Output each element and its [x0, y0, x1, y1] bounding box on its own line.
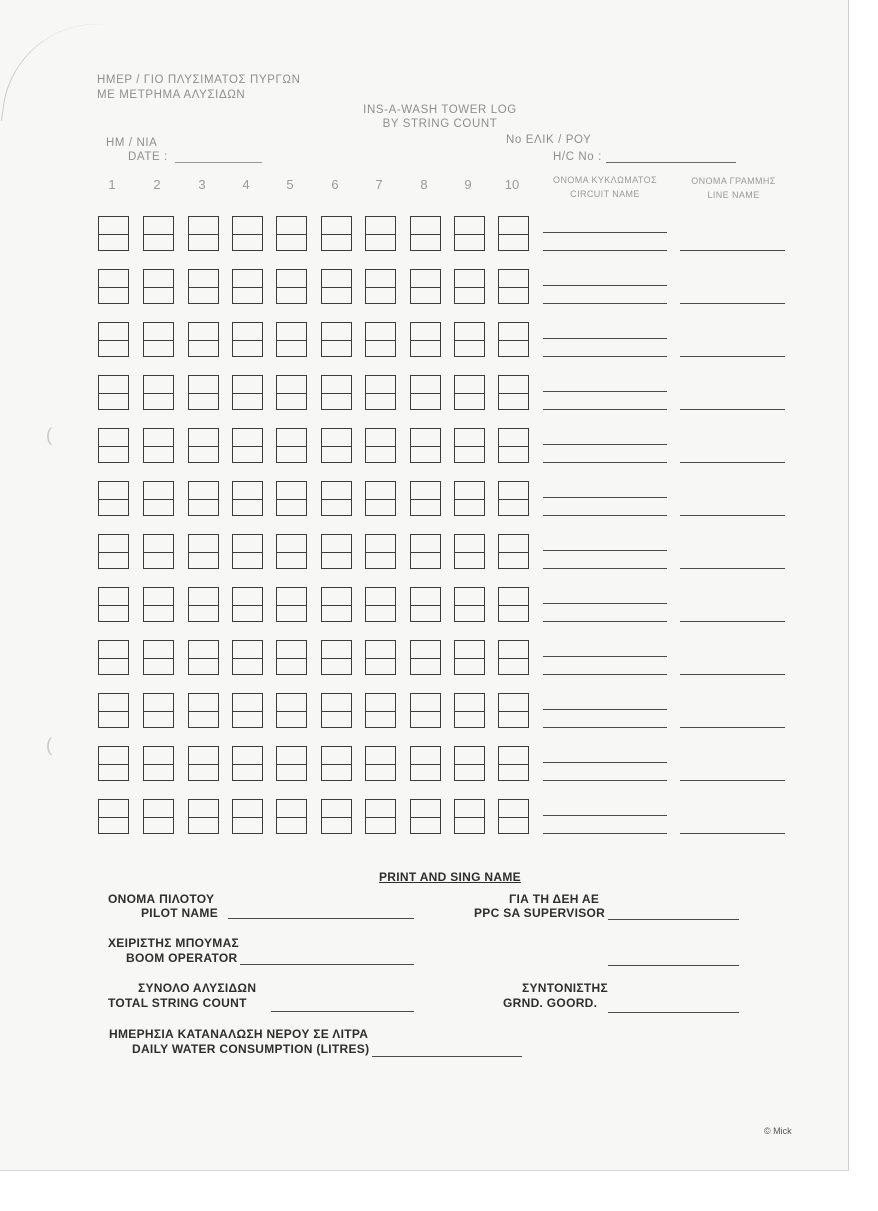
circuit-name-line-bottom[interactable] [543, 780, 667, 781]
count-box[interactable] [321, 481, 352, 516]
count-box[interactable] [188, 799, 219, 834]
line-name-line[interactable] [680, 568, 785, 569]
line-name-line[interactable] [680, 409, 785, 410]
count-box[interactable] [276, 322, 307, 357]
count-box[interactable] [498, 216, 529, 251]
print-sign-heading: PRINT AND SING NAME [379, 870, 521, 884]
count-box[interactable] [188, 746, 219, 781]
count-box[interactable] [321, 216, 352, 251]
line-name-line[interactable] [680, 833, 785, 834]
count-box[interactable] [232, 640, 263, 675]
count-box[interactable] [321, 428, 352, 463]
count-box[interactable] [321, 587, 352, 622]
line-name-line[interactable] [680, 356, 785, 357]
count-box[interactable] [454, 428, 485, 463]
count-box[interactable] [232, 534, 263, 569]
count-box[interactable] [365, 693, 396, 728]
column-number: 1 [108, 177, 116, 192]
line-name-line[interactable] [680, 250, 785, 251]
circuit-name-line-top[interactable] [543, 232, 667, 233]
count-box[interactable] [321, 375, 352, 410]
count-box[interactable] [365, 799, 396, 834]
pilot-label-greek: ΟΝΟΜΑ ΠΙΛΟΤΟΥ [108, 892, 215, 906]
count-box[interactable] [188, 269, 219, 304]
count-box[interactable] [188, 481, 219, 516]
count-box[interactable] [276, 375, 307, 410]
column-number: 10 [504, 177, 520, 192]
count-box[interactable] [410, 428, 441, 463]
circuit-name-line-bottom[interactable] [543, 409, 667, 410]
boom-label-greek: ΧΕΙΡΙΣΤΗΣ ΜΠΟΥΜΑΣ [108, 936, 240, 950]
hc-label-greek: Νο ΕΛΙΚ / ΡΟΥ [506, 134, 592, 146]
line-name-line[interactable] [680, 727, 785, 728]
count-box[interactable] [498, 322, 529, 357]
date-label-greek: ΗΜ / ΝΙΑ [106, 137, 158, 149]
count-box[interactable] [498, 746, 529, 781]
count-box[interactable] [321, 799, 352, 834]
count-box[interactable] [98, 481, 129, 516]
title-line2: BY STRING COUNT [382, 118, 498, 130]
count-box[interactable] [365, 534, 396, 569]
count-box[interactable] [276, 428, 307, 463]
count-box[interactable] [232, 322, 263, 357]
total-count-line[interactable] [271, 1011, 414, 1012]
count-box[interactable] [276, 269, 307, 304]
count-box[interactable] [454, 269, 485, 304]
count-box[interactable] [232, 428, 263, 463]
count-box[interactable] [143, 534, 174, 569]
count-box[interactable] [454, 481, 485, 516]
count-box[interactable] [98, 693, 129, 728]
count-box[interactable] [188, 428, 219, 463]
count-box[interactable] [365, 640, 396, 675]
circuit-name-line-top[interactable] [543, 603, 667, 604]
count-box[interactable] [98, 587, 129, 622]
count-box[interactable] [188, 693, 219, 728]
count-box[interactable] [143, 428, 174, 463]
line-header-greek: ΟΝΟΜΑ ΓΡΑΜΜΗΣ [691, 176, 776, 186]
paper-fold [1, 12, 111, 134]
circuit-name-line-bottom[interactable] [543, 515, 667, 516]
count-box[interactable] [188, 322, 219, 357]
count-box[interactable] [98, 322, 129, 357]
count-box[interactable] [232, 746, 263, 781]
count-box[interactable] [365, 216, 396, 251]
count-box[interactable] [365, 746, 396, 781]
circuit-name-line-top[interactable] [543, 285, 667, 286]
count-box[interactable] [232, 269, 263, 304]
count-box[interactable] [365, 322, 396, 357]
circuit-header-greek: ΟΝΟΜΑ ΚΥΚΛΩΜΑΤΟΣ [553, 175, 657, 185]
count-box[interactable] [410, 216, 441, 251]
supervisor-name-line[interactable] [608, 919, 739, 920]
total-label-greek: ΣΥΝΟΛΟ ΑΛΥΣΙΔΩΝ [138, 981, 257, 995]
count-box[interactable] [454, 587, 485, 622]
column-number: 3 [198, 177, 206, 192]
count-box[interactable] [98, 375, 129, 410]
circuit-name-line-top[interactable] [543, 762, 667, 763]
count-box[interactable] [188, 534, 219, 569]
count-box[interactable] [143, 375, 174, 410]
count-box[interactable] [410, 587, 441, 622]
count-box[interactable] [498, 640, 529, 675]
count-box[interactable] [98, 799, 129, 834]
count-box[interactable] [321, 640, 352, 675]
count-box[interactable] [188, 216, 219, 251]
line-name-line[interactable] [680, 674, 785, 675]
line-name-line[interactable] [680, 780, 785, 781]
count-box[interactable] [143, 640, 174, 675]
count-box[interactable] [276, 693, 307, 728]
count-box[interactable] [454, 216, 485, 251]
count-box[interactable] [410, 746, 441, 781]
count-box[interactable] [143, 322, 174, 357]
count-box[interactable] [98, 534, 129, 569]
line-name-line[interactable] [680, 515, 785, 516]
circuit-name-line-bottom[interactable] [543, 674, 667, 675]
count-box[interactable] [498, 269, 529, 304]
count-box[interactable] [232, 693, 263, 728]
count-box[interactable] [410, 693, 441, 728]
title-line1: INS-A-WASH TOWER LOG [363, 104, 517, 116]
count-box[interactable] [454, 322, 485, 357]
count-box[interactable] [276, 534, 307, 569]
count-box[interactable] [232, 799, 263, 834]
count-box[interactable] [498, 481, 529, 516]
date-label: DATE : [128, 151, 168, 163]
count-box[interactable] [454, 746, 485, 781]
count-box[interactable] [276, 216, 307, 251]
count-box[interactable] [232, 216, 263, 251]
count-box[interactable] [321, 534, 352, 569]
pilot-name-line[interactable] [228, 918, 414, 919]
count-box[interactable] [365, 428, 396, 463]
pilot-label: PILOT NAME [141, 906, 218, 920]
circuit-name-line-top[interactable] [543, 338, 667, 339]
column-number: 7 [375, 177, 383, 192]
count-box[interactable] [188, 587, 219, 622]
count-box[interactable] [454, 799, 485, 834]
count-box[interactable] [98, 640, 129, 675]
count-box[interactable] [98, 746, 129, 781]
count-box[interactable] [410, 481, 441, 516]
circuit-header [540, 174, 670, 200]
count-box[interactable] [498, 587, 529, 622]
column-number: 6 [331, 177, 339, 192]
count-box[interactable] [232, 587, 263, 622]
count-box[interactable] [454, 375, 485, 410]
circuit-name-line-bottom[interactable] [543, 356, 667, 357]
count-box[interactable] [498, 375, 529, 410]
circuit-name-line-bottom[interactable] [543, 462, 667, 463]
count-box[interactable] [276, 746, 307, 781]
count-box[interactable] [410, 799, 441, 834]
count-box[interactable] [321, 746, 352, 781]
circuit-name-line-bottom[interactable] [543, 568, 667, 569]
count-box[interactable] [143, 269, 174, 304]
water-consumption-line[interactable] [372, 1056, 522, 1057]
count-box[interactable] [98, 216, 129, 251]
count-box[interactable] [143, 746, 174, 781]
column-number: 4 [242, 177, 250, 192]
count-box[interactable] [410, 375, 441, 410]
circuit-name-line-top[interactable] [543, 656, 667, 657]
count-box[interactable] [143, 216, 174, 251]
greek-title-line1: ΗΜΕΡ / ΓΙΟ ΠΛΥΣΙΜΑΤΟΣ ΠΥΡΓΩΝ [97, 74, 301, 86]
circuit-name-line-bottom[interactable] [543, 303, 667, 304]
count-box[interactable] [188, 375, 219, 410]
count-box[interactable] [498, 693, 529, 728]
punch-mark: ( [46, 425, 52, 445]
count-box[interactable] [498, 799, 529, 834]
count-box[interactable] [276, 587, 307, 622]
count-box[interactable] [410, 322, 441, 357]
supervisor-label: PPC SA SUPERVISOR [474, 906, 606, 920]
count-box[interactable] [410, 640, 441, 675]
boom-name-line[interactable] [240, 964, 414, 965]
count-box[interactable] [143, 587, 174, 622]
circuit-name-line-bottom[interactable] [543, 833, 667, 834]
greek-title-line2: ΜΕ ΜΕΤΡΗΜΑ ΑΛΥΣΙΔΩΝ [97, 89, 246, 101]
count-box[interactable] [365, 481, 396, 516]
count-box[interactable] [143, 799, 174, 834]
count-box[interactable] [276, 640, 307, 675]
circuit-name-line-bottom[interactable] [543, 727, 667, 728]
line-header-english: LINE NAME [707, 190, 760, 200]
hc-field-line[interactable] [606, 162, 736, 163]
count-box[interactable] [321, 269, 352, 304]
count-box[interactable] [365, 375, 396, 410]
count-box[interactable] [410, 269, 441, 304]
count-box[interactable] [232, 481, 263, 516]
circuit-name-line-top[interactable] [543, 709, 667, 710]
count-box[interactable] [410, 534, 441, 569]
line-name-line[interactable] [680, 621, 785, 622]
count-box[interactable] [98, 428, 129, 463]
water-label: DAILY WATER CONSUMPTION (LITRES) [132, 1042, 370, 1056]
punch-mark: ( [46, 735, 52, 755]
count-box[interactable] [365, 587, 396, 622]
date-field-line[interactable] [175, 162, 262, 163]
count-box[interactable] [276, 481, 307, 516]
copyright-text: © Mick [764, 1126, 792, 1136]
count-box[interactable] [232, 375, 263, 410]
count-box[interactable] [143, 693, 174, 728]
boom-label: BOOM OPERATOR [126, 951, 238, 965]
line-header [676, 175, 791, 201]
circuit-name-line-bottom[interactable] [543, 621, 667, 622]
coord-label-greek: ΣΥΝΤΟΝΙΣΤΗΣ [522, 981, 609, 995]
line-name-line[interactable] [680, 303, 785, 304]
circuit-name-line-bottom[interactable] [543, 250, 667, 251]
count-box[interactable] [365, 269, 396, 304]
coord-name-line[interactable] [608, 1012, 739, 1013]
water-label-greek: ΗΜΕΡΗΣΙΑ ΚΑΤΑΝΑΛΩΣΗ ΝΕΡΟΥ ΣΕ ΛΙΤΡΑ [109, 1027, 369, 1041]
circuit-name-line-top[interactable] [543, 444, 667, 445]
count-box[interactable] [321, 693, 352, 728]
circuit-header-english: CIRCUIT NAME [570, 189, 640, 199]
count-box[interactable] [498, 428, 529, 463]
column-number: 2 [153, 177, 161, 192]
count-box[interactable] [454, 640, 485, 675]
circuit-name-line-top[interactable] [543, 497, 667, 498]
count-box[interactable] [454, 693, 485, 728]
count-box[interactable] [143, 481, 174, 516]
hc-label: H/C No : [553, 151, 602, 163]
column-number: 9 [464, 177, 472, 192]
count-box[interactable] [498, 534, 529, 569]
circuit-name-line-top[interactable] [543, 815, 667, 816]
circuit-name-line-top[interactable] [543, 391, 667, 392]
supervisor-sign-line[interactable] [608, 965, 739, 966]
coord-label: GRND. GOORD. [503, 996, 598, 1010]
total-label: TOTAL STRING COUNT [108, 996, 247, 1010]
count-box[interactable] [321, 322, 352, 357]
count-box[interactable] [98, 269, 129, 304]
column-number: 5 [286, 177, 294, 192]
column-number: 8 [420, 177, 428, 192]
count-box[interactable] [276, 799, 307, 834]
supervisor-label-greek: ΓΙΑ ΤΗ ΔΕΗ ΑΕ [509, 892, 600, 906]
line-name-line[interactable] [680, 462, 785, 463]
count-box[interactable] [454, 534, 485, 569]
count-box[interactable] [188, 640, 219, 675]
circuit-name-line-top[interactable] [543, 550, 667, 551]
